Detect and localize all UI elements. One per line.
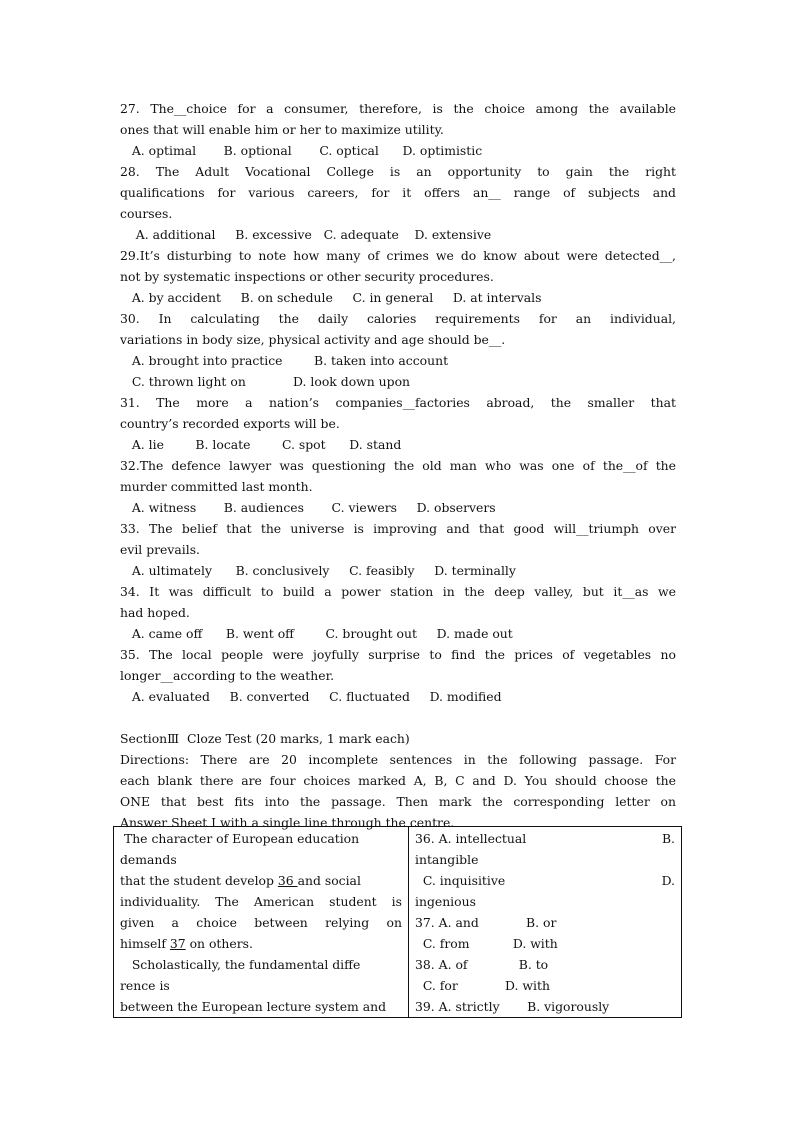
question-text: 34. It was difficult to build a power station in the deep valley, but it__as we <box>120 584 676 599</box>
passage-line: demands <box>120 852 177 867</box>
question-text: longer__according to the weather. <box>120 668 335 683</box>
cloze-table <box>113 826 682 1018</box>
question-text: 27. The__choice for a consumer, therefore, is the choice among the available <box>120 101 676 116</box>
answer-options: A. ultimately B. conclusively C. feasibly D. terminally <box>120 563 516 578</box>
choice-line: 39. A. strictly B. vigorously <box>415 999 610 1014</box>
cloze-choices <box>409 827 682 1018</box>
question-text: country’s recorded exports will be. <box>120 416 340 431</box>
question-text: 32.The defence lawyer was questioning the old man who was one of the__of the <box>120 458 676 473</box>
question-text: 35. The local people were joyfully surprise to find the prices of vegetables no <box>120 647 676 662</box>
question-text: 31. The more a nation’s companies__factories abroad, the smaller that <box>120 395 676 410</box>
blank-36: 36 <box>277 873 298 888</box>
spacer <box>120 707 676 728</box>
answer-options: A. lie B. locate C. spot D. stand <box>120 437 402 452</box>
passage-line: The character of European education <box>120 831 360 846</box>
question-list <box>120 98 676 833</box>
question-text: had hoped. <box>120 605 190 620</box>
choice-line: C. from D. with <box>415 936 558 951</box>
passage-line: Scholastically, the fundamental diffe <box>120 957 361 972</box>
question-text: not by systematic inspections or other security procedures. <box>120 269 494 284</box>
choice-line: C. for D. with <box>415 978 550 993</box>
directions-text: ONE that best fits into the passage. Then mark the corresponding letter on <box>120 794 676 809</box>
passage-line: himself 37 on others. <box>120 936 253 951</box>
passage-line: between the European lecture system and <box>120 999 387 1014</box>
choice-line: 38. A. of B. to <box>415 957 549 972</box>
question-text: 28. The Adult Vocational College is an opportunity to gain the right <box>120 164 676 179</box>
question-text: ones that will enable him or her to maximize utility. <box>120 122 444 137</box>
answer-options: A. additional B. excessive C. adequate D. extensive <box>120 227 492 242</box>
directions-text: each blank there are four choices marked A, B, C and D. You should choose the <box>120 773 676 788</box>
passage-line: that the student develop 36 and social <box>120 873 361 888</box>
choice-line: 36. A. intellectual B. <box>415 831 675 846</box>
question-text: qualifications for various careers, for it offers an__ range of subjects and <box>120 185 676 200</box>
answer-options: A. witness B. audiences C. viewers D. observers <box>120 500 496 515</box>
answer-options: A. came off B. went off C. brought out D. made out <box>120 626 513 641</box>
question-text: 33. The belief that the universe is improving and that good will__triumph over <box>120 521 676 536</box>
question-text: courses. <box>120 206 173 221</box>
question-text: 30. In calculating the daily calories requirements for an individual, <box>120 311 676 326</box>
question-text: 29.It’s disturbing to note how many of crimes we do know about were detected__, <box>120 248 676 263</box>
choice-line: intangible <box>415 852 479 867</box>
directions-text: Directions: There are 20 incomplete sentences in the following passage. For <box>120 752 676 767</box>
answer-options: A. by accident B. on schedule C. in general D. at intervals <box>120 290 542 305</box>
question-text: murder committed last month. <box>120 479 313 494</box>
question-text: variations in body size, physical activity and age should be__. <box>120 332 506 347</box>
directions-text: Answer Sheet Ⅰ with a single line through the centre. <box>120 815 455 830</box>
choice-line: C. inquisitive D. <box>415 873 675 888</box>
passage-line: given a choice between relying on <box>120 915 402 930</box>
blank-37: 37 <box>169 936 186 951</box>
choice-line: ingenious <box>415 894 476 909</box>
passage-line: individuality. The American student is <box>120 894 402 909</box>
section-heading: SectionⅢ Cloze Test (20 marks, 1 mark each) <box>120 731 410 746</box>
answer-options: C. thrown light on D. look down upon <box>120 374 411 389</box>
cloze-passage <box>114 827 409 1018</box>
answer-options: A. evaluated B. converted C. fluctuated D. modified <box>120 689 502 704</box>
answer-options: A. optimal B. optional C. optical D. optimistic <box>120 143 483 158</box>
answer-options: A. brought into practice B. taken into account <box>120 353 449 368</box>
passage-line: rence is <box>120 978 170 993</box>
question-text: evil prevails. <box>120 542 200 557</box>
choice-line: 37. A. and B. or <box>415 915 557 930</box>
